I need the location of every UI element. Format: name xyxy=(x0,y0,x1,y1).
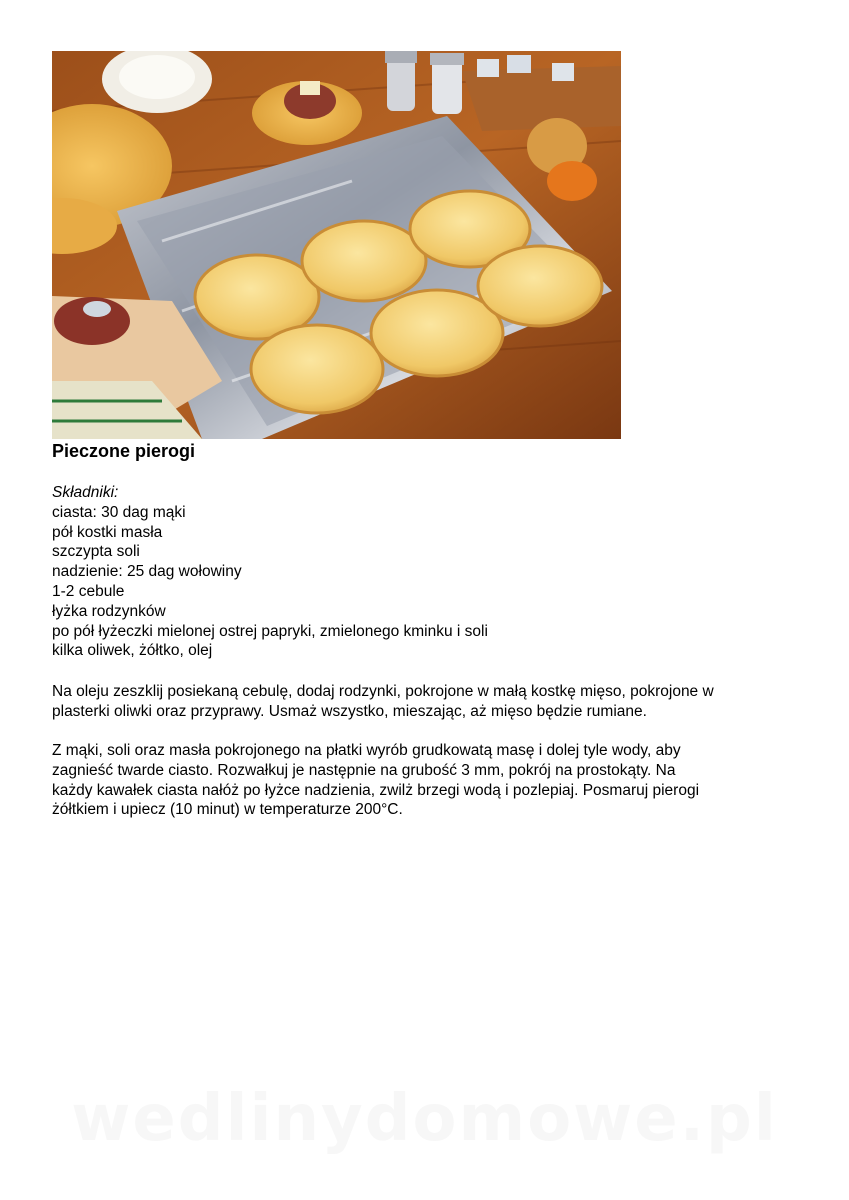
ingredient-item: ciasta: 30 dag mąki xyxy=(52,503,186,521)
baked-pierogi-illustration xyxy=(52,51,621,439)
paragraph-line: żółtkiem i upiecz (10 minut) w temperaturze 200°C. xyxy=(52,801,403,819)
ingredient-item: pół kostki masła xyxy=(52,523,163,541)
ingredients-heading: Składniki: xyxy=(52,484,119,501)
recipe-photo xyxy=(52,51,621,439)
ingredient-item: łyżka rodzynków xyxy=(52,602,166,620)
recipe-title: Pieczone pierogi xyxy=(52,441,196,461)
paragraph-line: Na oleju zeszklij posiekaną cebulę, dodaj rodzynki, pokrojone w małą kostkę mięso, pokrojone w xyxy=(52,683,714,700)
paragraph-line: zagnieść twarde ciasto. Rozwałkuj je następnie na grubość 3 mm, pokrój na prostokąty. Na xyxy=(52,761,676,779)
ingredient-item: kilka oliwek, żółtko, olej xyxy=(52,642,213,660)
instructions-paragraph-1 xyxy=(52,682,802,722)
ingredients-section xyxy=(52,483,488,661)
ingredient-item: nadzienie: 25 dag wołowiny xyxy=(52,563,242,581)
ingredients-list xyxy=(52,503,488,661)
paragraph-line: Z mąki, soli oraz masła pokrojonego na płatki wyrób grudkowatą masę i dolej tyle wody, aby xyxy=(52,742,681,759)
watermark: wedlinydomowe.pl xyxy=(71,1082,778,1156)
ingredient-item: szczypta soli xyxy=(52,543,140,561)
paragraph-line: plasterki oliwki oraz przyprawy. Usmaż wszystko, mieszając, aż mięso będzie rumiane. xyxy=(52,702,647,720)
ingredient-item: 1-2 cebule xyxy=(52,582,125,600)
instructions-paragraph-2 xyxy=(52,741,802,820)
paragraph-line: każdy kawałek ciasta nałóż po łyżce nadzienia, zwilż brzegi wodą i pozlepiaj. Posmaruj pierogi xyxy=(52,781,700,799)
ingredient-item: po pół łyżeczki mielonej ostrej papryki, zmielonego kminku i soli xyxy=(52,622,488,640)
